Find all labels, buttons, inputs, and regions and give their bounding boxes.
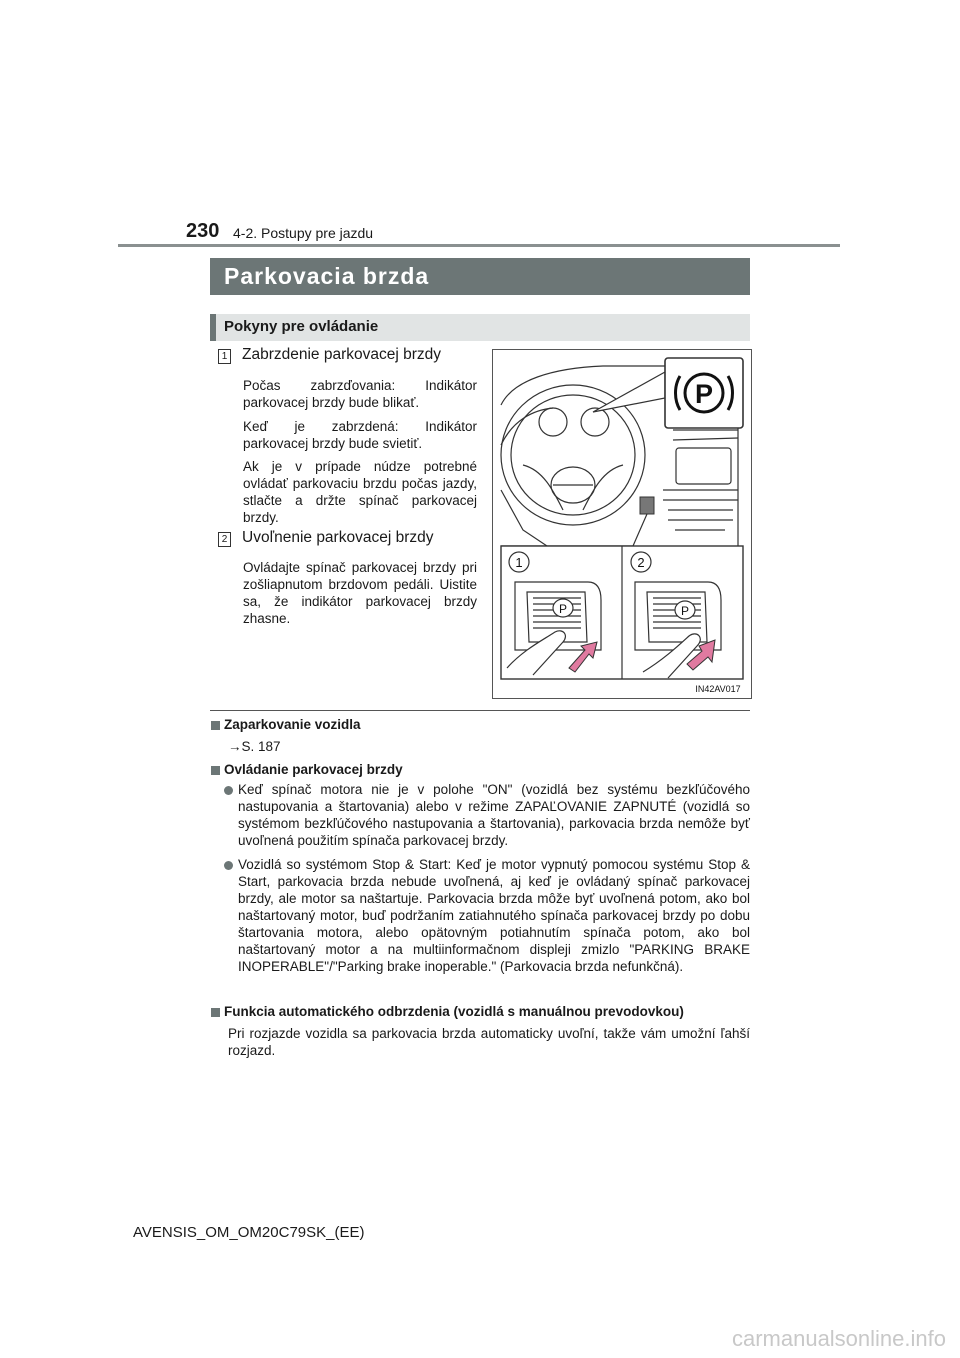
step-1-title: Zabrzdenie parkovacej brzdy bbox=[242, 346, 442, 363]
switch-symbol-2: P bbox=[680, 604, 690, 618]
note-1-square-icon bbox=[211, 721, 220, 730]
callout-2: 2 bbox=[637, 555, 645, 570]
indicator-symbol: P bbox=[694, 379, 714, 409]
callout-1: 1 bbox=[515, 555, 523, 570]
document-footer: AVENSIS_OM_OM20C79SK_(EE) bbox=[133, 1224, 365, 1241]
watermark: carmanualsonline.info bbox=[731, 1326, 946, 1351]
step-1-para-1: Počas zabrzďovania: Indikátor parkovacej brzdy bude blikať. bbox=[243, 378, 477, 410]
note-1-title: Zaparkovanie vozidla bbox=[224, 717, 361, 732]
section-divider bbox=[210, 710, 750, 711]
note-3-text: Pri rozjazde vozidla sa parkovacia brzda automaticky uvoľní, takže vám umožní ľahší rozjazd. bbox=[228, 1026, 750, 1058]
note-2-bullet-2: Vozidlá so systémom Stop & Start: Keď je motor vypnutý pomocou systému Stop & Start, parkovacia brzda nebude uvoľnená, aj keď je ovládaný spínač parkovacej brzdy, ale motor sa naštartuje. Parkovacia brzda môže byť uvoľnená potom, ako bol naštartovaný motor, buď podržaním zatiahnutého spínača parkovacej brzdy po dobu štartovania motora, alebo opätovným potiahnutím spínača potom, ako bol naštartovaný motor a na multiinformačnom displeji zmizlo "PARKING BRAKE INOPERABLE"/"Parking brake inoperable." (Parkovacia brzda nefunkčná). bbox=[238, 857, 750, 974]
step-2-para-1: Ovládajte spínač parkovacej brzdy pri zošliapnutom brzdovom pedáli. Uistite sa, že indikátor parkovacej brzdy zhasne. bbox=[243, 560, 477, 626]
step-1-para-2: Keď je zabrzdená: Indikátor parkovacej brzdy bude svietiť. bbox=[243, 419, 477, 451]
note-2-bullet-1: Keď spínač motora nie je v polohe "ON" (vozidlá bez systému bezkľúčového nastupovania a štartovania) alebo v režime ZAPAĽOVANIE ZAPNUTÉ (vozidlá so systémom bezkľúčového nastupovania a štartovania), parkovacia brzda nemôže byť uvoľnená použitím spínača parkovacej brzdy. bbox=[238, 782, 750, 848]
note-2-square-icon bbox=[211, 766, 220, 775]
note-3-square-icon bbox=[211, 1008, 220, 1017]
note-2-bullet-1-icon bbox=[224, 786, 233, 795]
parking-brake-illustration bbox=[492, 349, 752, 699]
dashboard-drawing bbox=[493, 350, 751, 698]
note-3-title: Funkcia automatického odbrzdenia (vozidlá s manuálnou prevodovkou) bbox=[224, 1004, 684, 1019]
header-divider bbox=[118, 244, 840, 247]
page-title: Parkovacia brzda bbox=[210, 258, 750, 295]
switch-location-icon bbox=[640, 497, 654, 514]
step-1-number: 1 bbox=[218, 349, 231, 364]
page-number: 230 bbox=[186, 220, 220, 242]
note-2-title: Ovládanie parkovacej brzdy bbox=[224, 762, 403, 777]
section-title: 4-2. Postupy pre jazdu bbox=[233, 225, 374, 241]
step-2-number: 2 bbox=[218, 532, 231, 547]
subsection-heading: Pokyny pre ovládanie bbox=[210, 314, 750, 341]
illustration-code: IN42AV017 bbox=[695, 684, 741, 694]
step-1-para-3: Ak je v prípade núdze potrebné ovládať parkovaciu brzdu počas jazdy, stlačte a držte spínač parkovacej brzdy. bbox=[243, 459, 477, 525]
note-1-reference: →S. 187 bbox=[228, 739, 281, 754]
switch-symbol-1: P bbox=[558, 602, 568, 616]
note-2-bullet-2-icon bbox=[224, 861, 233, 870]
step-2-title: Uvoľnenie parkovacej brzdy bbox=[242, 529, 434, 546]
